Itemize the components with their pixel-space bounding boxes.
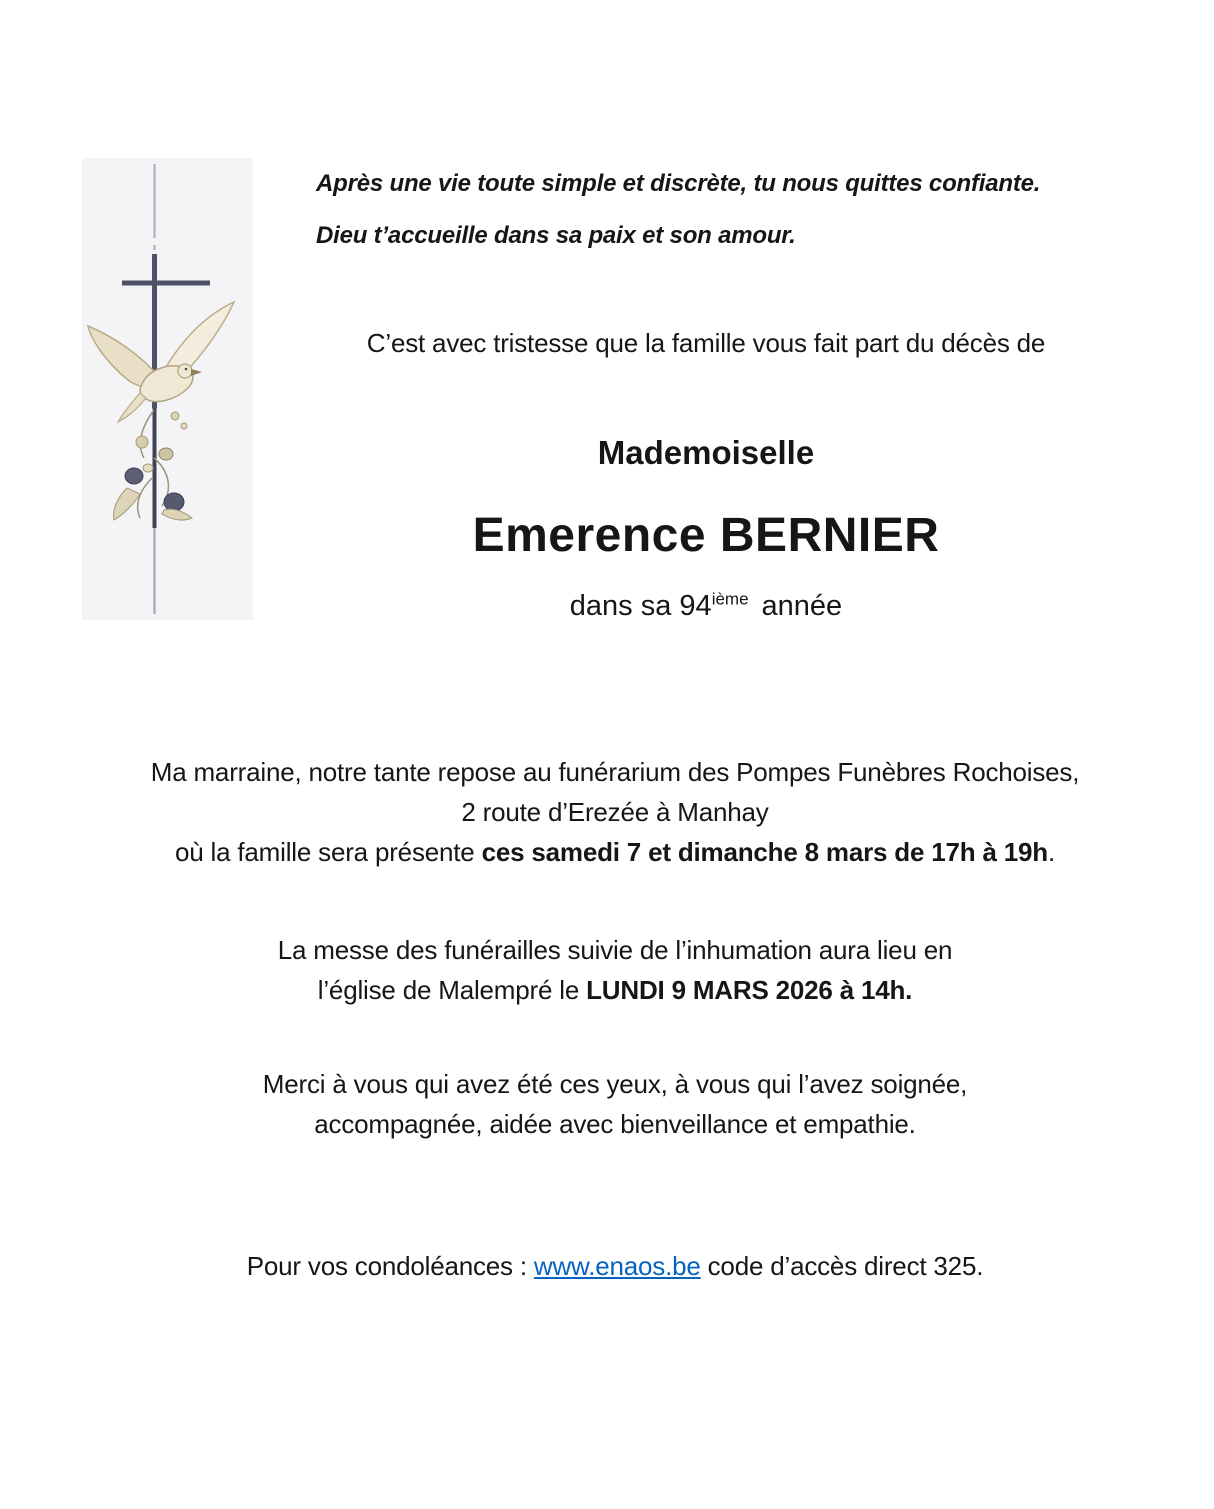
quote-line-2: Dieu t’accueille dans sa paix et son amour. xyxy=(316,222,796,249)
condolences-prefix: Pour vos condoléances : xyxy=(246,1251,534,1281)
repose-line-3 xyxy=(8,832,1214,872)
mass-line-2-bold: LUNDI 9 MARS 2026 à 14h. xyxy=(586,975,913,1005)
age-prefix: dans sa 94 xyxy=(569,590,712,622)
cross-and-dove-image xyxy=(82,158,253,620)
quote-line-1: Après une vie toute simple et discrète, tu nous quittes confiante. xyxy=(316,170,1041,197)
age-suffix: année xyxy=(761,590,843,622)
repose-line-3-regular: où la famille sera présente xyxy=(175,837,482,867)
honorific-title: Mademoiselle xyxy=(597,434,815,471)
cross-and-dove-artwork xyxy=(82,158,253,620)
mass-line-1: La messe des funérailles suivie de l’inhumation aura lieu en xyxy=(277,935,953,965)
mass-paragraph xyxy=(8,930,1214,1010)
announcement-intro: C’est avec tristesse que la famille vous fait part du décès de xyxy=(366,328,1046,358)
condolences-line xyxy=(8,1246,1214,1286)
repose-line-3-end: . xyxy=(1047,837,1055,867)
thanks-line-2: accompagnée, aidée avec bienveillance et empathie. xyxy=(314,1109,916,1139)
repose-line-1: Ma marraine, notre tante repose au funérarium des Pompes Funèbres Rochoises, xyxy=(150,757,1080,787)
mass-line-2-regular: l’église de Malempré le xyxy=(317,975,587,1005)
thanks-line-1: Merci à vous qui avez été ces yeux, à vous qui l’avez soignée, xyxy=(262,1069,968,1099)
condolences-suffix: code d’accès direct 325. xyxy=(700,1251,984,1281)
age-line xyxy=(256,590,1156,623)
mass-line-2 xyxy=(8,970,1214,1010)
repose-line-2: 2 route d’Erezée à Manhay xyxy=(461,797,769,827)
enaos-link[interactable]: www.enaos.be xyxy=(533,1251,701,1281)
age-superscript: ième xyxy=(711,589,749,609)
deceased-name: Emerence BERNIER xyxy=(472,509,940,562)
repose-paragraph xyxy=(8,752,1214,872)
repose-line-3-bold: ces samedi 7 et dimanche 8 mars de 17h à 19h xyxy=(481,837,1048,867)
thanks-paragraph xyxy=(8,1064,1214,1144)
